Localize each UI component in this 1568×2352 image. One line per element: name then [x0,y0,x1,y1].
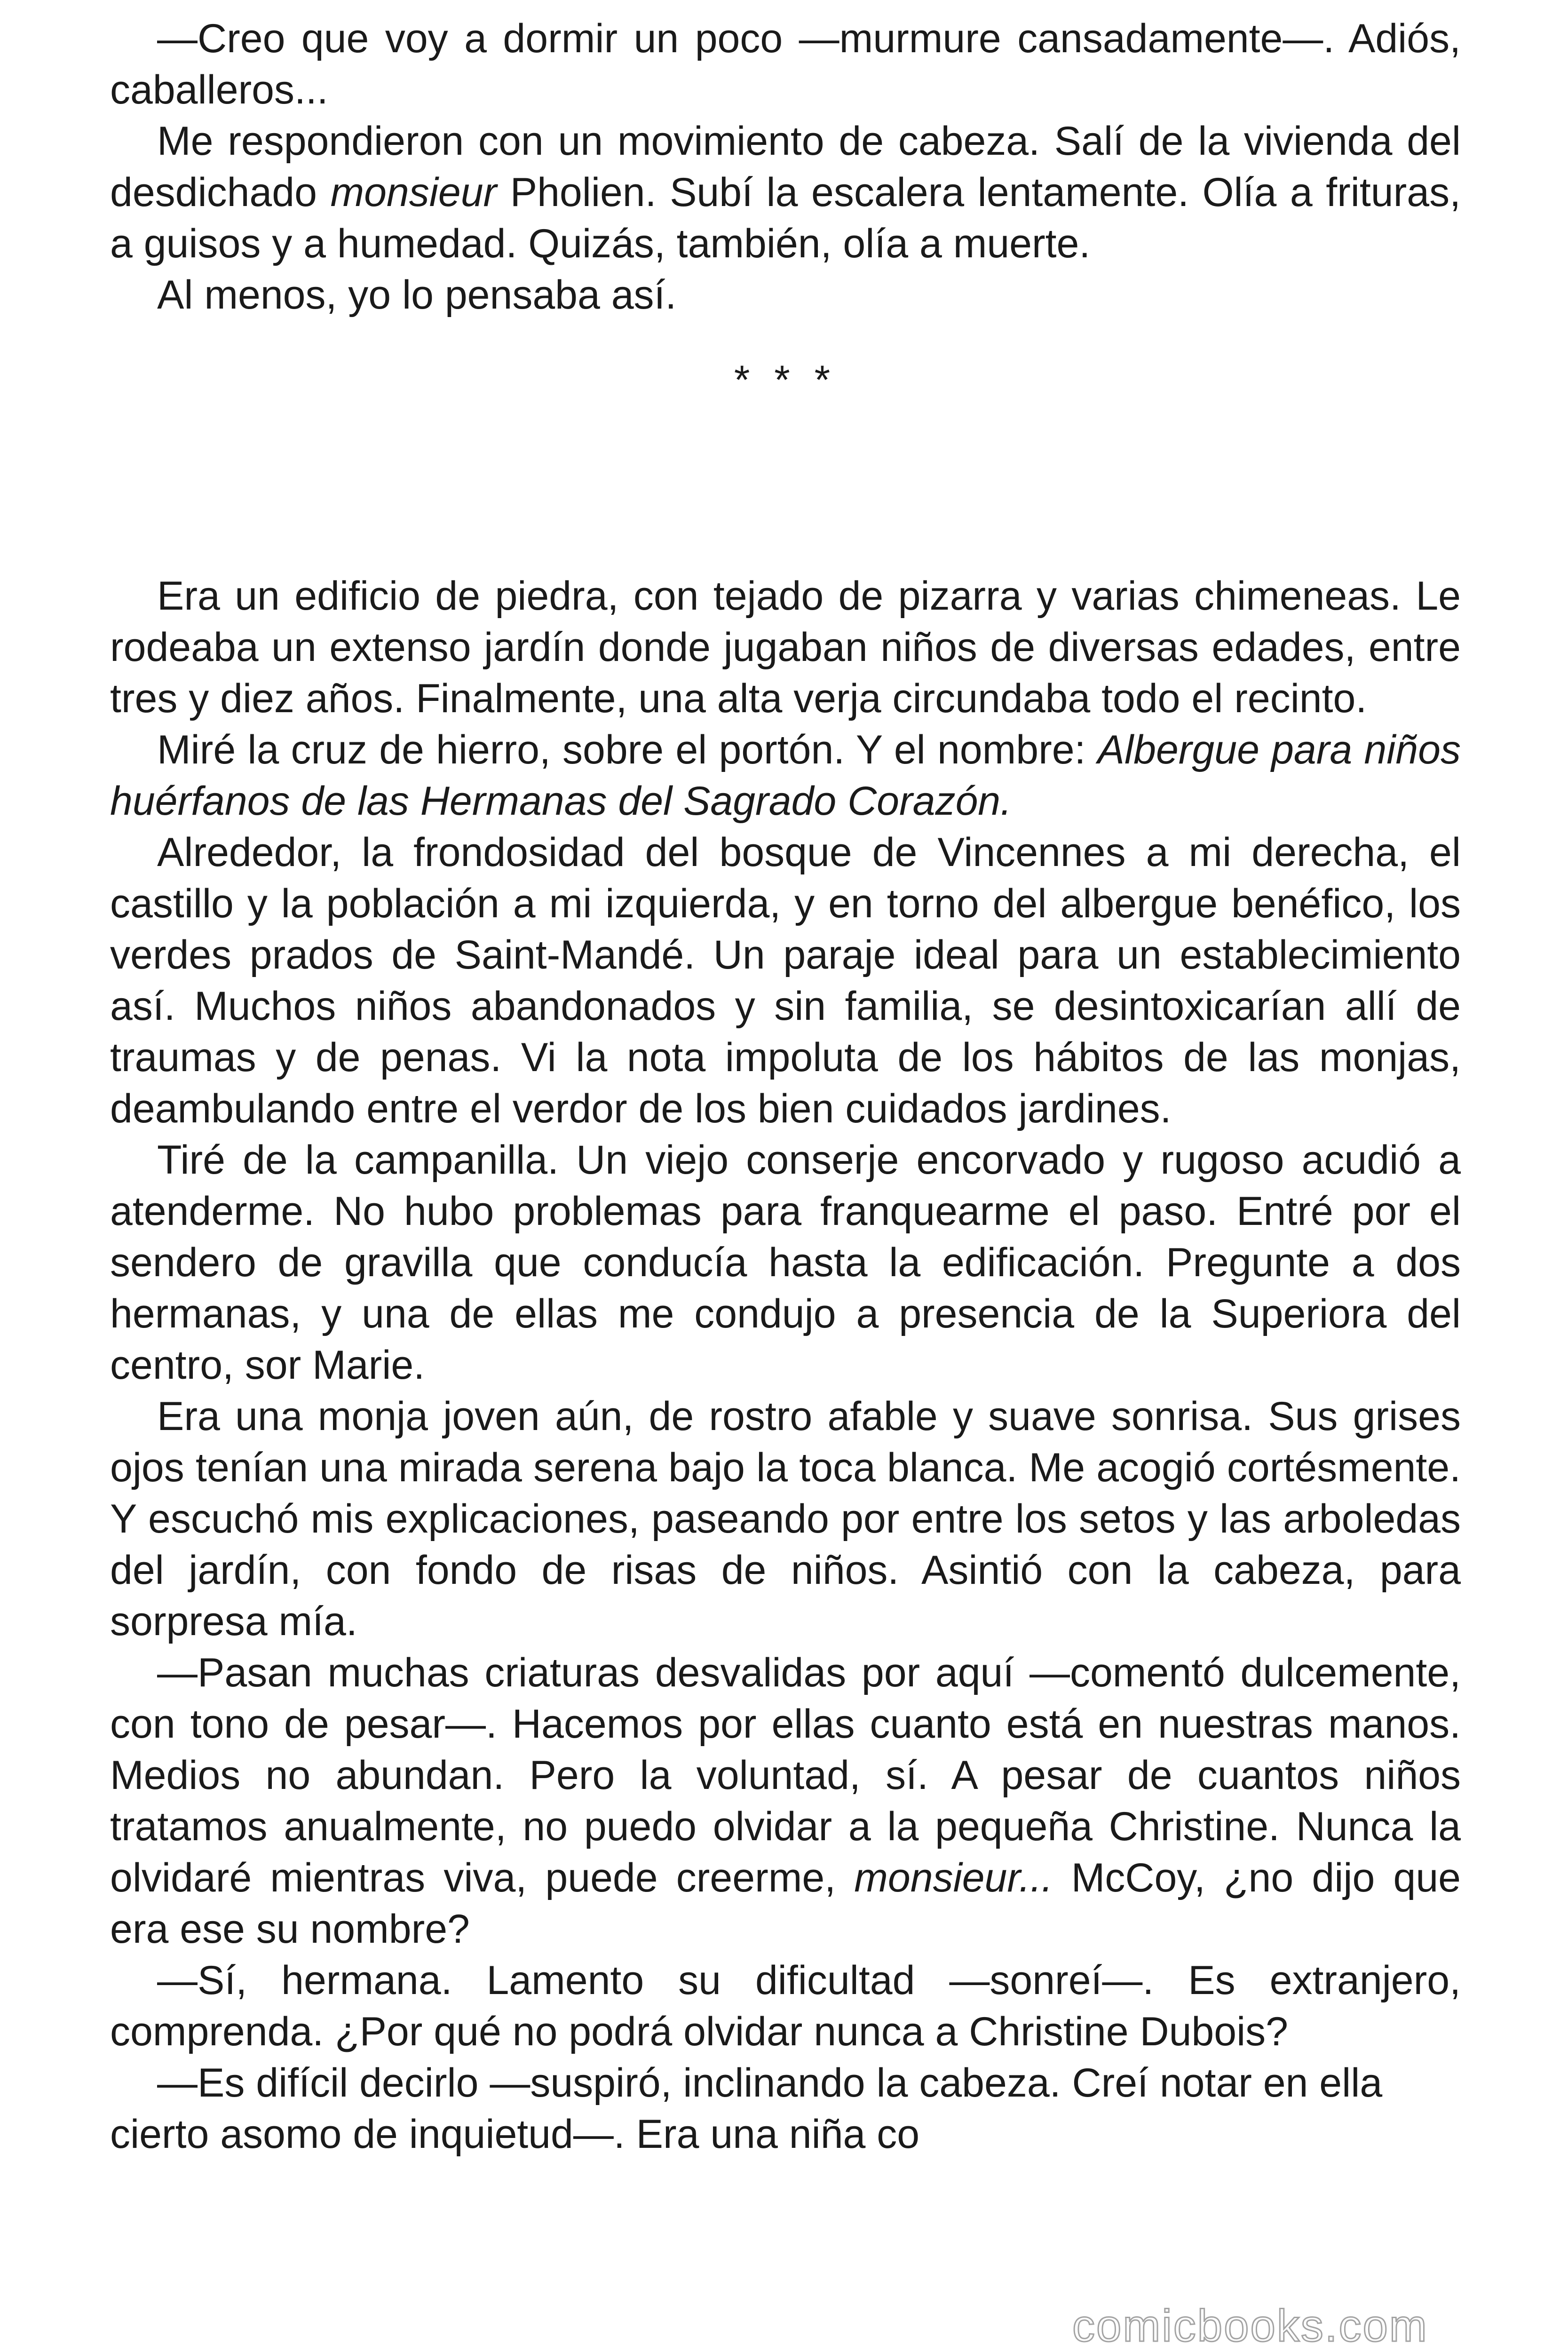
paragraph-text: Miré la cruz de hierro, sobre el portón. Y el nombre: [157,727,1098,772]
section-spacer [110,406,1461,571]
scene-break-separator: * * * [734,358,837,403]
paragraph [110,724,1461,827]
paragraph [110,571,1461,724]
paragraph [110,270,1461,321]
paragraph [110,1391,1461,1647]
watermark-logo: comicbooks.com [1072,2301,1428,2351]
paragraph [110,827,1461,1135]
paragraph-text: —Creo que voy a dormir un poco —murmure cansadamente—. Adiós, caballeros... [110,16,1461,112]
paragraph-text: Alrededor, la frondosidad del bosque de Vincennes a mi derecha, el castillo y la población a mi izquierda, y en torno del albergue benéfico, los verdes prados de Saint-Mandé. Un paraje ideal para un establecimiento así. Muchos niños abandonados y sin familia, se desintoxicarían allí de traumas y de penas. Vi la nota impoluta de los hábitos de las monjas, deambulando entre el verdor de los bien cuidados jardines. [110,830,1461,1131]
paragraph [110,2058,1461,2160]
italic-text: monsieur [330,170,497,215]
paragraph-text: —Sí, hermana. Lamento su dificultad —sonreí—. Es extranjero, comprenda. ¿Por qué no podrá olvidar nunca a Christine Dubois? [110,1958,1461,2054]
paragraph-text: Me respondieron con un movimiento de cabeza. Salí de la vivienda del desdichado [110,119,1461,215]
paragraph [110,1135,1461,1391]
document-page [110,13,1461,2160]
paragraph-text: —Pasan muchas criaturas desvalidas por aquí —comentó dulcemente, con tono de pesar—. Hacemos por ellas cuanto está en nuestras manos. Medios no abundan. Pero la voluntad, sí. A pesar de cuantos niños tratamos anualmente, no puedo olvidar a la pequeña Christine. Nunca la olvidaré mientras viva, puede creerme, [110,1650,1461,1900]
paragraph-text: Era un edificio de piedra, con tejado de pizarra y varias chimeneas. Le rodeaba un extenso jardín donde jugaban niños de diversas edades, entre tres y diez años. Finalmente, una alta verja circundaba todo el recinto. [110,573,1461,721]
paragraph-text: McCoy, ¿no dijo que era ese su nombre? [110,1855,1461,1952]
paragraph-text: Al menos, yo lo pensaba así. [157,272,677,318]
paragraph-text: Pholien. Subí la escalera lentamente. Olía a frituras, a guisos y a humedad. Quizás, también, olía a muerte. [110,170,1461,266]
italic-text: Albergue para niños huérfanos de las Hermanas del Sagrado Corazón. [110,727,1461,824]
paragraph [110,116,1461,270]
paragraph [110,1647,1461,1955]
paragraph-text: Era una monja joven aún, de rostro afable y suave sonrisa. Sus grises ojos tenían una mirada serena bajo la toca blanca. Me acogió cortésmente. Y escuchó mis explicaciones, paseando por entre los setos y las arboledas del jardín, con fondo de risas de niños. Asintió con la cabeza, para sorpresa mía. [110,1394,1461,1644]
italic-text: monsieur... [854,1855,1053,1900]
paragraph-text: Tiré de la campanilla. Un viejo conserje encorvado y rugoso acudió a atenderme. No hubo problemas para franquearme el paso. Entré por el sendero de gravilla que conducía hasta la edificación. Pregunte a dos hermanas, y una de ellas me condujo a presencia de la Superiora del centro, sor Marie. [110,1137,1461,1388]
paragraph-text: —Es difícil decirlo —suspiró, inclinando la cabeza. Creí notar en ella cierto asomo de inquietud—. Era una niña co [110,2060,1383,2157]
paragraph [110,1955,1461,2058]
paragraph [110,13,1461,116]
